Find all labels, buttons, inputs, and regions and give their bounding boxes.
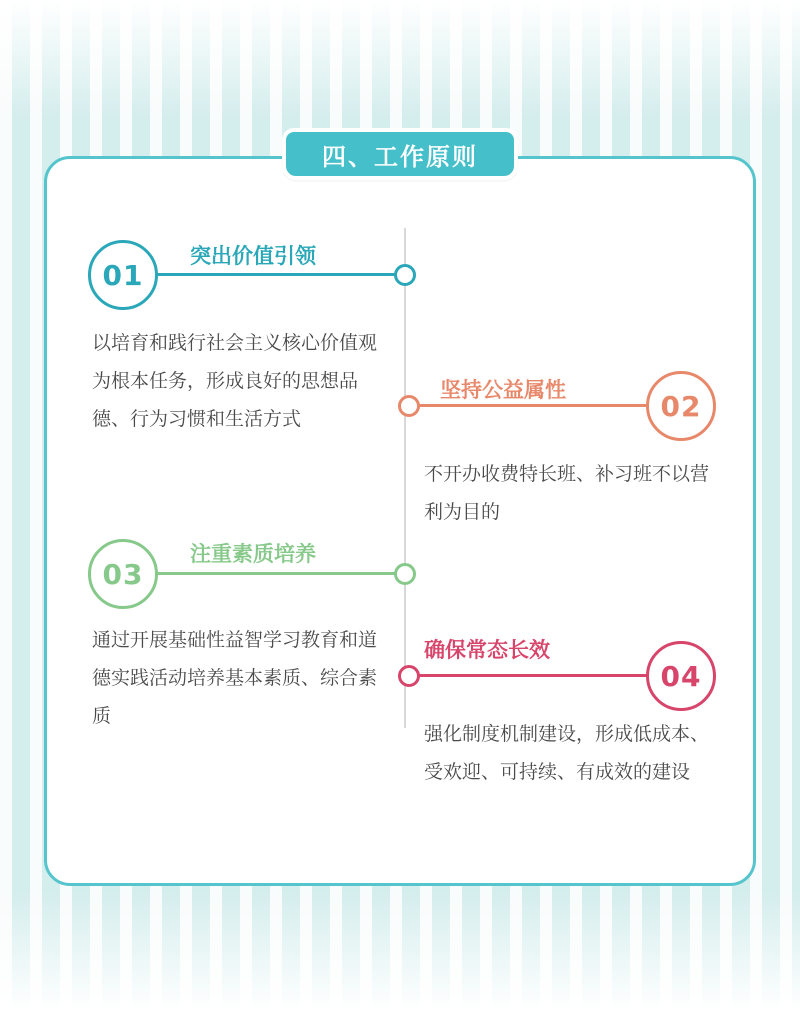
- principle-body-02: 不开办收费特长班、补习班不以营利为目的: [424, 464, 710, 523]
- principle-heading-02: 坚持公益属性: [440, 379, 566, 402]
- number-badge-label-04: 04: [660, 659, 702, 693]
- principle-body-04: 强化制度机制建设，形成低成本、受欢迎、可持续、有成效的建设: [424, 724, 710, 783]
- number-badge-01: [88, 240, 158, 310]
- number-badge-03: [88, 539, 158, 609]
- principle-heading-04: 确保常态长效: [424, 639, 550, 662]
- connector-endpoint-01: [394, 264, 416, 286]
- connector-line-04: [412, 674, 652, 677]
- connector-line-01: [155, 273, 400, 276]
- number-badge-label-02: 02: [660, 389, 702, 423]
- connector-line-03: [155, 572, 400, 575]
- background-bottom-gradient: [0, 890, 800, 1010]
- principle-body-01: 以培育和践行社会主义核心价值观为根本任务，形成良好的思想品德、行为习惯和生活方式: [92, 333, 378, 430]
- number-badge-label-01: 01: [102, 258, 144, 292]
- page-title: 四、工作原则: [322, 143, 478, 171]
- principle-heading-03: 注重素质培养: [190, 543, 316, 566]
- connector-endpoint-03: [394, 563, 416, 585]
- connector-endpoint-04: [398, 665, 420, 687]
- section-title-banner: [282, 128, 518, 180]
- number-badge-label-03: 03: [102, 557, 144, 591]
- background-top-gradient: [0, 0, 800, 120]
- connector-line-02: [412, 404, 652, 407]
- number-badge-02: [646, 371, 716, 441]
- principle-heading-01: 突出价值引领: [190, 245, 316, 268]
- connector-endpoint-02: [398, 395, 420, 417]
- center-divider: [404, 228, 406, 728]
- number-badge-04: [646, 641, 716, 711]
- principle-body-03: 通过开展基础性益智学习教育和道德实践活动培养基本素质、综合素质: [92, 630, 378, 727]
